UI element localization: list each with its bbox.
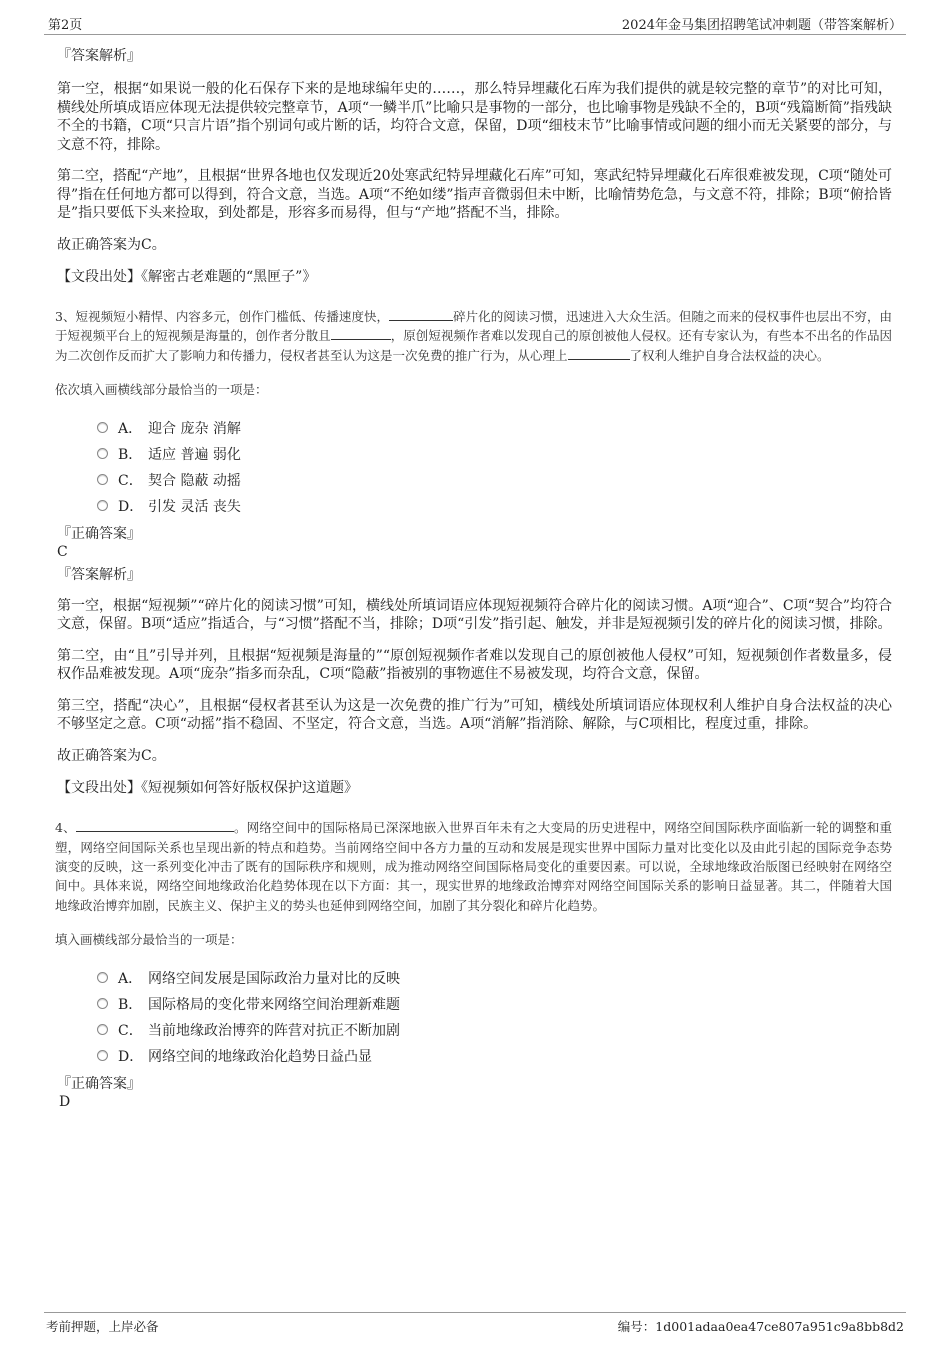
radio-button[interactable] (97, 972, 108, 983)
question-3 (55, 307, 892, 365)
document-title: 2024年金马集团招聘笔试冲刺题（带答案解析） (621, 18, 902, 33)
fill-blank (568, 347, 630, 360)
option-letter: B． (118, 996, 143, 1013)
option-letter: C． (118, 1022, 143, 1039)
option-letter: C． (118, 472, 143, 489)
radio-button[interactable] (97, 448, 108, 459)
fill-blank (331, 327, 391, 340)
page-footer (44, 1312, 906, 1333)
analysis-paragraph: 第三空，搭配“决心”，且根据“侵权者甚至认为这是一次免费的推广行为”可知，横线处所填词语应体现权利人维护自身合法权益的决心不够坚定之意。C项“动摇”指不稳固、不坚定，符合文意，当选。A项“消解”指消除、解除，与C项相比，程度过重，排除。 (57, 697, 892, 733)
option-letter: A． (118, 970, 143, 987)
analysis-header: 『答案解析』 (57, 566, 141, 583)
analysis-header: 『答案解析』 (57, 48, 141, 64)
source-citation: 【文段出处】《解密古老难题的“黑匣子”》 (57, 269, 317, 285)
option-text: 网络空间发展是国际政治力量对比的反映 (148, 970, 400, 987)
analysis-conclusion: 故正确答案为C。 (57, 747, 166, 764)
answer-value: C (57, 543, 68, 560)
option-letter: D． (118, 498, 144, 515)
question-4 (55, 818, 892, 914)
source-citation: 【文段出处】《短视频如何答好版权保护这道题》 (57, 780, 358, 797)
option-text: 国际格局的变化带来网络空间治理新难题 (148, 996, 400, 1013)
document-id: 编号：1d001adaa0ea47ce807a951c9a8bb8d2 (617, 1319, 904, 1334)
answer-header: 『正确答案』 (57, 525, 141, 542)
option-text: 引发 灵活 丧失 (148, 498, 241, 515)
question-text: ，原创短视频作者难以发现自己的原创被他人侵权。还有专家认为，有些本不出名的作品因为二次创作反而扩大了影响力和传播力，侵权者甚至认为这是一次免费的推广行为，从心理上 (55, 328, 892, 363)
radio-button[interactable] (97, 422, 108, 433)
options-list (97, 415, 892, 519)
page-header (44, 14, 906, 35)
question-text: 短视频短小精悍、内容多元，创作门槛低、传播速度快， (75, 309, 390, 324)
question-text: 。网络空间中的国际格局已深深地嵌入世界百年未有之大变局的历史进程中，网络空间国际秩序面临新一轮的调整和重塑，网络空间国际关系也呈现出新的特点和趋势。当前网络空间中各方力量的互动和发展是现实世界中国际力量对比变化以及由此引起的国际竞争态势演变的反映，这一系列变化冲击了既有的国际秩序和规则，成为推动网络空间国际格局变化的重要因素。可以说，全球地缘政治版图已经映射在网络空间中。具体来说，网络空间地缘政治化趋势体现在以下方面：其一，现实世界的地缘政治博弈对网络空间国际关系的影响日益显著。其二，伴随着大国地缘政治博弈加剧，民族主义、保护主义的势头也延伸到网络空间，加剧了其分裂化和碎片化趋势。 (55, 820, 892, 913)
fill-blank (76, 819, 234, 832)
radio-button[interactable] (97, 1024, 108, 1035)
fill-blank (389, 308, 453, 321)
analysis-paragraph: 第一空，根据“如果说一般的化石保存下来的是地球编年史的……，那么特异埋藏化石库为我们提供的就是较完整的章节”的对比可知，横线处所填成语应体现无法提供较完整章节，A项“一鳞半爪”比喻只是事物的一部分，也比喻事物是残缺不全的，B项“残篇断简”指残缺不全的书籍，C项“只言片语”指个别词句或片断的话，均符合文意，保留，D项“细枝末节”比喻事情或问题的细小而无关紧要的部分，与文意不符，排除。 (57, 81, 892, 153)
option-a[interactable] (97, 965, 892, 991)
radio-button[interactable] (97, 500, 108, 511)
option-letter: B． (118, 446, 143, 463)
option-c[interactable] (97, 467, 892, 493)
option-letter: D． (118, 1048, 144, 1065)
option-d[interactable] (97, 493, 892, 519)
page-content (57, 46, 892, 1115)
option-c[interactable] (97, 1017, 892, 1043)
analysis-conclusion: 故正确答案为C。 (57, 236, 166, 253)
option-letter: A． (118, 420, 143, 437)
analysis-paragraph: 第二空，搭配“产地”，且根据“世界各地也仅发现近20处寒武纪特异埋藏化石库”可知，寒武纪特异埋藏化石库很难被发现，C项“随处可得”指在任何地方都可以得到，符合文意，当选。A项“不绝如缕”指声音微弱但未中断，比喻情势危急，与文意不符，排除；B项“俯拾皆是”指只要低下头来捡取，到处都是，形容多而易得，但与“产地”搭配不当，排除。 (57, 168, 892, 221)
analysis-paragraph: 第二空，由“且”引导并列，且根据“短视频是海量的”“原创短视频作者难以发现自己的原创被他人侵权”可知，短视频创作者数量多，侵权作品难被发现。A项“庞杂”指多而杂乱，C项“隐蔽”指被别的事物遮住不易被发现，均符合文意，保留。 (57, 647, 892, 683)
radio-button[interactable] (97, 1050, 108, 1061)
option-d[interactable] (97, 1043, 892, 1069)
question-prompt: 填入画横线部分最恰当的一项是： (55, 931, 243, 947)
page-number: 第2页 (48, 18, 83, 33)
radio-button[interactable] (97, 998, 108, 1009)
analysis-paragraph: 第一空，根据“短视频”“碎片化的阅读习惯”可知，横线处所填词语应体现短视频符合碎片化的阅读习惯。A项“迎合”、C项“契合”均符合文意，保留。B项“适应”指适合，与“习惯”搭配不当，排除；D项“引发”指引起、触发，并非是短视频引发的碎片化的阅读习惯，排除。 (57, 597, 892, 633)
option-text: 契合 隐蔽 动摇 (148, 472, 241, 489)
question-prompt: 依次填入画横线部分最恰当的一项是： (55, 381, 268, 397)
answer-header: 『正确答案』 (57, 1075, 141, 1092)
option-b[interactable] (97, 441, 892, 467)
option-text: 适应 普遍 弱化 (148, 446, 241, 463)
question-text: 碎片化的阅读习惯，迅速进入大众生活。但随之而来的侵权事件也层出不穷，由于短视频平台上的短视频是海量的，创作者分散且 (55, 309, 892, 344)
question-number: 4、 (55, 820, 76, 836)
question-text: 了权利人维护自身合法权益的决心。 (629, 347, 830, 363)
radio-button[interactable] (97, 474, 108, 485)
options-list (97, 965, 892, 1069)
option-b[interactable] (97, 991, 892, 1017)
option-text: 当前地缘政治博弈的阵营对抗正不断加剧 (148, 1022, 400, 1039)
option-text: 网络空间的地缘政治化趋势日益凸显 (148, 1048, 372, 1065)
option-a[interactable] (97, 415, 892, 441)
question-number: 3、 (55, 309, 76, 324)
option-text: 迎合 庞杂 消解 (148, 420, 241, 437)
footer-slogan: 考前押题，上岸必备 (46, 1319, 159, 1334)
answer-value: D (59, 1093, 71, 1110)
